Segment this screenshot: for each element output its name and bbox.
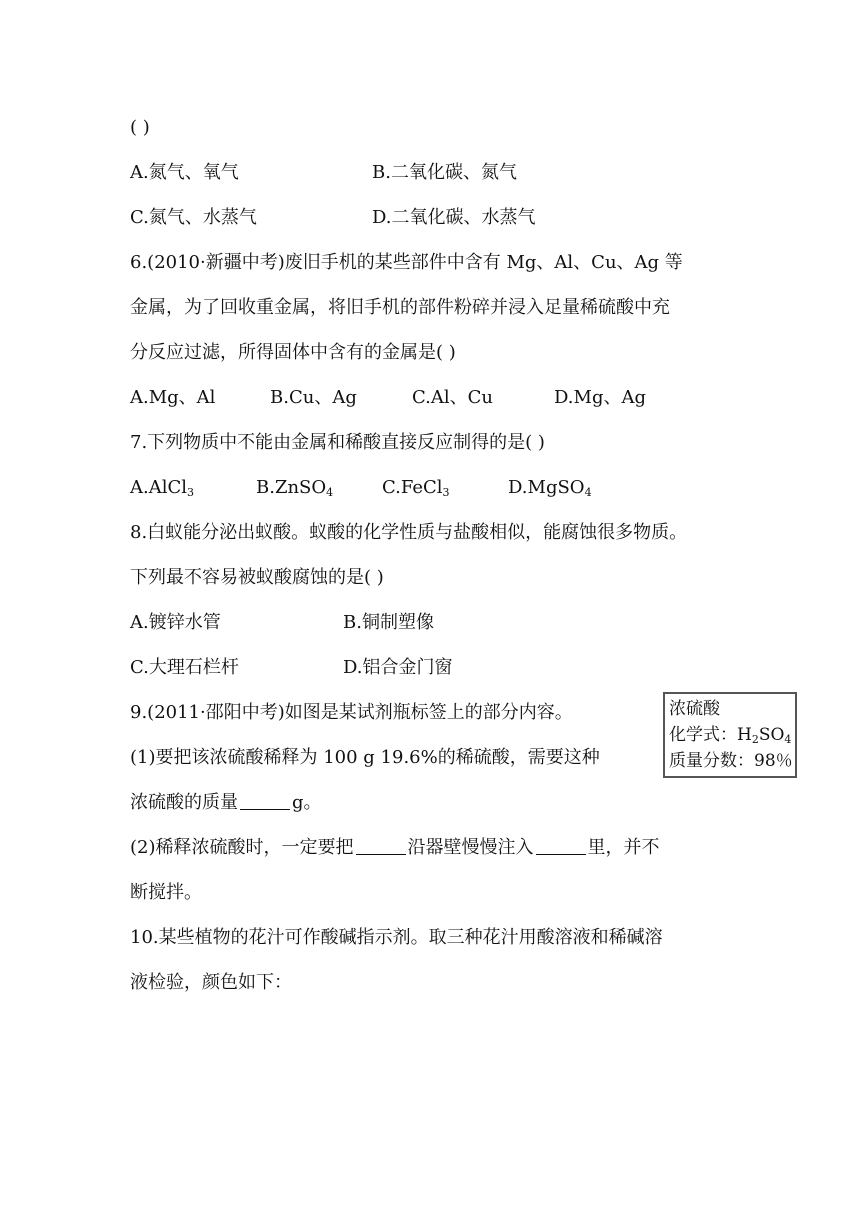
q6-line-1: 6.(2010·新疆中考)废旧手机的某些部件中含有 Mg、Al、Cu、Ag 等: [130, 252, 683, 273]
q9-line-3-end: g。: [292, 792, 322, 813]
q7-option-d: [508, 476, 592, 500]
q9-line-3: [130, 791, 322, 815]
formula-mid: SO: [758, 725, 785, 745]
answer-blank[interactable]: [356, 838, 406, 855]
q9-line-4: [130, 836, 660, 860]
q7-option-c: [382, 476, 450, 500]
q6-option-c: C.Al、Cu: [412, 387, 493, 408]
q6-option-d: D.Mg、Ag: [554, 387, 646, 408]
q9-line-4-end: 里，并不: [587, 837, 660, 858]
q7-option-c-sub: 3: [442, 486, 450, 499]
reagent-name: 浓硫酸: [669, 699, 720, 719]
q9-line-5: 断搅拌。: [130, 882, 202, 903]
q7-option-b: [256, 476, 333, 500]
q7-option-d-text: D.MgSO: [508, 477, 585, 498]
q8-option-b: B.铜制塑像: [343, 612, 434, 633]
q10-line-2: 液检验，颜色如下：: [130, 972, 292, 993]
answer-blank[interactable]: [240, 793, 290, 810]
q5-option-c: C.氮气、水蒸气: [130, 207, 257, 228]
q9-line-3-start: 浓硫酸的质量: [130, 792, 238, 813]
q7-option-b-sub: 4: [326, 486, 334, 499]
q7-option-a-text: A.AlCl: [130, 477, 188, 498]
q9-line-1: 9.(2011·邵阳中考)如图是某试剂瓶标签上的部分内容。: [130, 702, 573, 723]
line-paren: ( ): [130, 117, 150, 138]
formula-sub-2: 4: [784, 733, 792, 746]
q6-line-2: 金属，为了回收重金属，将旧手机的部件粉碎并浸入足量稀硫酸中充: [130, 297, 670, 318]
q6-option-a: A.Mg、Al: [130, 387, 216, 408]
q8-line-1: 8.白蚁能分泌出蚁酸。蚁酸的化学性质与盐酸相似，能腐蚀很多物质。: [130, 522, 688, 543]
q8-line-2: 下列最不容易被蚁酸腐蚀的是( ): [130, 567, 384, 588]
answer-blank[interactable]: [536, 838, 586, 855]
formula-sub-1: 2: [751, 733, 759, 746]
q5-option-a: A.氮气、氧气: [130, 162, 239, 183]
formula-prefix: 化学式：H: [669, 725, 752, 745]
q8-option-d: D.铝合金门窗: [343, 657, 453, 678]
q10-line-1: 10.某些植物的花汁可作酸碱指示剂。取三种花汁用酸溶液和稀碱溶: [130, 927, 663, 948]
q7-option-a-sub: 3: [187, 486, 195, 499]
q9-line-2: (1)要把该浓硫酸稀释为 100 g 19.6%的稀硫酸，需要这种: [130, 747, 600, 768]
q7-option-c-text: C.FeCl: [382, 477, 443, 498]
q7-line-1: 7.下列物质中不能由金属和稀酸直接反应制得的是( ): [130, 432, 545, 453]
q7-option-a: [130, 476, 194, 500]
q7-option-b-text: B.ZnSO: [256, 477, 327, 498]
q5-option-d: D.二氧化碳、水蒸气: [372, 207, 536, 228]
q8-option-c: C.大理石栏杆: [130, 657, 239, 678]
q9-line-4-start: (2)稀释浓硫酸时，一定要把: [130, 837, 354, 858]
reagent-formula: [669, 722, 795, 748]
q7-option-d-sub: 4: [584, 486, 592, 499]
reagent-label: [663, 692, 797, 778]
reagent-mass-fraction: 质量分数：98％: [669, 751, 793, 771]
q5-option-b: B.二氧化碳、氮气: [372, 162, 517, 183]
q8-option-a: A.镀锌水管: [130, 612, 221, 633]
q9-line-4-mid: 沿器壁慢慢注入: [407, 837, 534, 858]
q6-line-3: 分反应过滤，所得固体中含有的金属是( ): [130, 342, 456, 363]
q6-option-b: B.Cu、Ag: [270, 387, 357, 408]
